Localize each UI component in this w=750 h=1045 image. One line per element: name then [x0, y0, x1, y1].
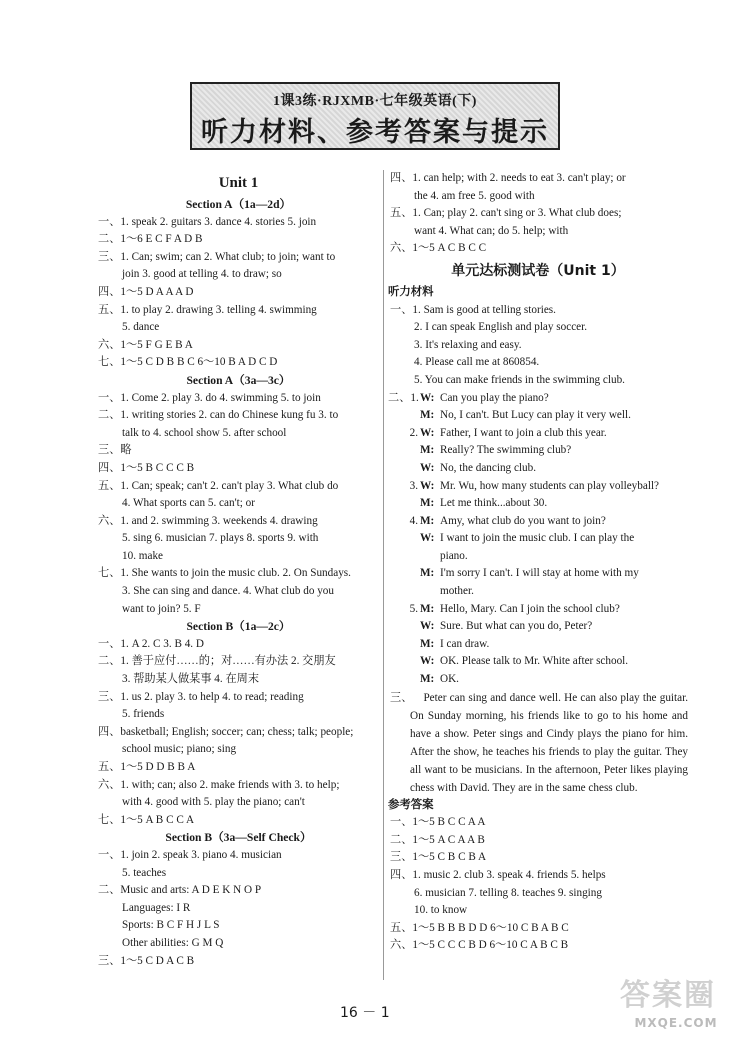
answer-line: 四、1. can help; with 2. needs to eat 3. can't play; or [390, 172, 626, 184]
answer-line: 三、1. Can; swim; can 2. What club; to join; want to [98, 250, 336, 263]
listening-line: 5. You can make friends in the swimming club. [414, 373, 625, 386]
section-title: Section B（1a—2c） [186, 620, 291, 634]
listening-line: 4. Please call me at 860854. [414, 356, 540, 369]
answer-line: 五、1. to play 2. drawing 3. telling 4. swimming [98, 303, 317, 316]
answer-line: 5. teaches [122, 866, 167, 879]
answer-line: 二、Music and arts: A D E K N O P [98, 884, 262, 897]
dialog-line: 二、1. W: Can you play the piano? [388, 391, 549, 404]
dialog-line: 5. M: Hello, Mary. Can I join the school club? [409, 602, 620, 615]
listening-passage [388, 689, 688, 797]
dialog-line: M: Let me think...about 30. [420, 497, 548, 510]
answer-line: 五、1～5 D D B B A [98, 761, 196, 773]
dialog-line: W: OK. Please talk to Mr. White after school. [420, 655, 629, 668]
answer-line: 5. friends [122, 708, 165, 721]
section-b1-answers [96, 636, 381, 830]
section-a2-answers [96, 390, 381, 619]
answer-line: the 4. am free 5. good with [414, 189, 535, 202]
answers-label: 参考答案 [388, 798, 434, 811]
listening-line: 一、1. Sam is good at telling stories. [390, 303, 556, 316]
answer-line: 七、1～5 C D B B C 6～10 B A D C D [98, 356, 278, 369]
section-b2-answers [96, 847, 381, 970]
header-title: 听力材料、参考答案与提示 [201, 117, 549, 148]
answer-line: 二、1～6 E C F A D B [98, 233, 203, 246]
passage-number: 三、 [390, 691, 413, 704]
answer-line: school music; piano; sing [122, 743, 237, 756]
answer-line: 五、1. Can; speak; can't 2. can't play 3. What club do [98, 479, 339, 492]
answer-line: with 4. good with 5. play the piano; can't [122, 796, 305, 809]
watermark [616, 970, 736, 1034]
page-header [190, 82, 560, 150]
dialog-line: M: I'm sorry I can't. I will stay at home with my [420, 567, 639, 580]
dialog-line: W: Sure. But what can you do, Peter? [420, 620, 593, 633]
answer-line: 七、1～5 A B C C A [98, 813, 195, 826]
section-title: Section A（3a—3c） [186, 373, 291, 387]
answer-line: 6. musician 7. telling 8. teaches 9. singing [414, 886, 602, 899]
unit-title: Unit 1 [218, 175, 259, 191]
answer-line: 5. dance [122, 321, 160, 334]
section-b2-continued [388, 170, 688, 258]
dialog-line: M: I can draw. [420, 637, 490, 650]
answer-line: 六、1～5 F G E B A [98, 338, 193, 351]
answer-line: 二、1～5 A C A A B [390, 833, 485, 846]
answer-line: 一、1. Come 2. play 3. do 4. swimming 5. to join [98, 391, 321, 404]
answer-line: 四、1～5 D A A A D [98, 285, 194, 298]
answer-line: 二、1. writing stories 2. can do Chinese kung fu 3. to [98, 409, 339, 422]
answer-line: Languages: I R [122, 901, 191, 914]
answer-line: 一、1～5 B C C A A [390, 816, 486, 829]
section-a1-answers [96, 214, 381, 372]
answer-line: 五、1～5 B B B D D 6～10 C B A B C [390, 921, 569, 934]
answer-line: 一、1. speak 2. guitars 3. dance 4. stories 5. join [98, 215, 317, 228]
answer-line: join 3. good at telling 4. to draw; so [122, 268, 282, 281]
dialog-line: piano. [440, 549, 468, 562]
answer-line: 四、1～5 B C C C B [98, 461, 195, 474]
answer-line: 六、1. with; can; also 2. make friends with 3. to help; [98, 778, 340, 791]
listening-dialogs [388, 390, 688, 689]
section-title: Section A（1a—2d） [185, 198, 292, 211]
answer-line: want to join? 5. F [122, 602, 201, 615]
answer-line: 一、1. A 2. C 3. B 4. D [98, 637, 204, 650]
listening-line: 2. I can speak English and play soccer. [414, 321, 588, 334]
listening-line: 3. It's relaxing and easy. [414, 338, 522, 351]
answer-line: 六、1～5 C C C B D 6～10 C A B C B [390, 939, 569, 952]
answer-line: 五、1. Can; play 2. can't sing or 3. What club does; [390, 207, 622, 220]
test-answers [388, 814, 688, 955]
answer-line: talk to 4. school show 5. after school [122, 426, 287, 439]
answer-line: 4. What sports can 5. can't; or [122, 497, 255, 510]
dialog-line: mother. [440, 585, 474, 598]
test-title: 单元达标测试卷（Unit 1） [451, 262, 625, 279]
section-title: Section B（3a—Self Check） [165, 831, 312, 845]
answer-line: 六、1～5 A C B C C [390, 242, 487, 255]
dialog-line: 4. M: Amy, what club do you want to join? [409, 514, 606, 527]
column-divider [383, 170, 384, 980]
answer-line: 六、1. and 2. swimming 3. weekends 4. drawing [98, 514, 318, 527]
passage-text: Peter can sing and dance well. He can also play the guitar. On Sunday morning, his friends like to go to his home and have a show. Peter sings and Cindy plays the piano for him. After the show, he teaches his friends to play the guitar. They all want to be musicians. In the afternoon, Peter likes playing chess with David. They are in the same chess club. [410, 691, 688, 794]
answer-line: 三、1. us 2. play 3. to help 4. to read; reading [98, 690, 304, 703]
answer-line: Sports: B C F H J L S [122, 919, 220, 932]
answer-line: 三、略 [98, 444, 132, 457]
left-column [96, 170, 381, 970]
dialog-line: M: Really? The swimming club? [420, 444, 572, 457]
page-number: 16 － 1 [340, 1005, 390, 1021]
dialog-line: W: No, the dancing club. [420, 461, 537, 474]
dialog-line: W: I want to join the music club. I can play the [420, 532, 635, 545]
dialog-line: M: OK. [420, 673, 459, 686]
answer-line: 一、1. join 2. speak 3. piano 4. musician [98, 848, 282, 861]
dialog-line: 2. W: Father, I want to join a club this year. [409, 426, 607, 439]
dialog-line: 3. W: Mr. Wu, how many students can play volleyball? [409, 479, 660, 492]
answer-line: 三、1～5 C D A C B [98, 954, 195, 967]
watermark-logo: 答案圈 [620, 978, 716, 1013]
answer-line: want 4. What can; do 5. help; with [414, 224, 569, 237]
answer-line: 七、1. She wants to join the music club. 2. On Sundays. [98, 567, 351, 580]
answer-line: 四、basketball; English; soccer; can; chess; talk; people; [98, 725, 354, 738]
listening-part-1 [388, 302, 688, 390]
answer-line: 5. sing 6. musician 7. plays 8. sports 9. with [122, 532, 319, 545]
watermark-site: MXQE.COM [634, 1016, 718, 1030]
answer-line: 四、1. music 2. club 3. speak 4. friends 5. helps [390, 869, 606, 881]
answer-line: 三、1～5 C B C B A [390, 851, 487, 864]
right-column [388, 170, 688, 955]
answer-line: 10. make [122, 549, 164, 562]
listening-label: 听力材料 [388, 285, 434, 298]
header-subtitle: 1课3练·RJXMB·七年级英语(下) [273, 94, 477, 109]
answer-line: 3. She can sing and dance. 4. What club do you [122, 585, 334, 598]
answer-line: Other abilities: G M Q [122, 936, 224, 949]
dialog-line: M: No, I can't. But Lucy can play it very well. [420, 409, 631, 422]
answer-line: 10. to know [414, 904, 468, 917]
answer-line: 二、1. 善于应付……的；对……有办法 2. 交朋友 [98, 655, 336, 668]
answer-line: 3. 帮助某人做某事 4. 在周末 [122, 673, 260, 686]
